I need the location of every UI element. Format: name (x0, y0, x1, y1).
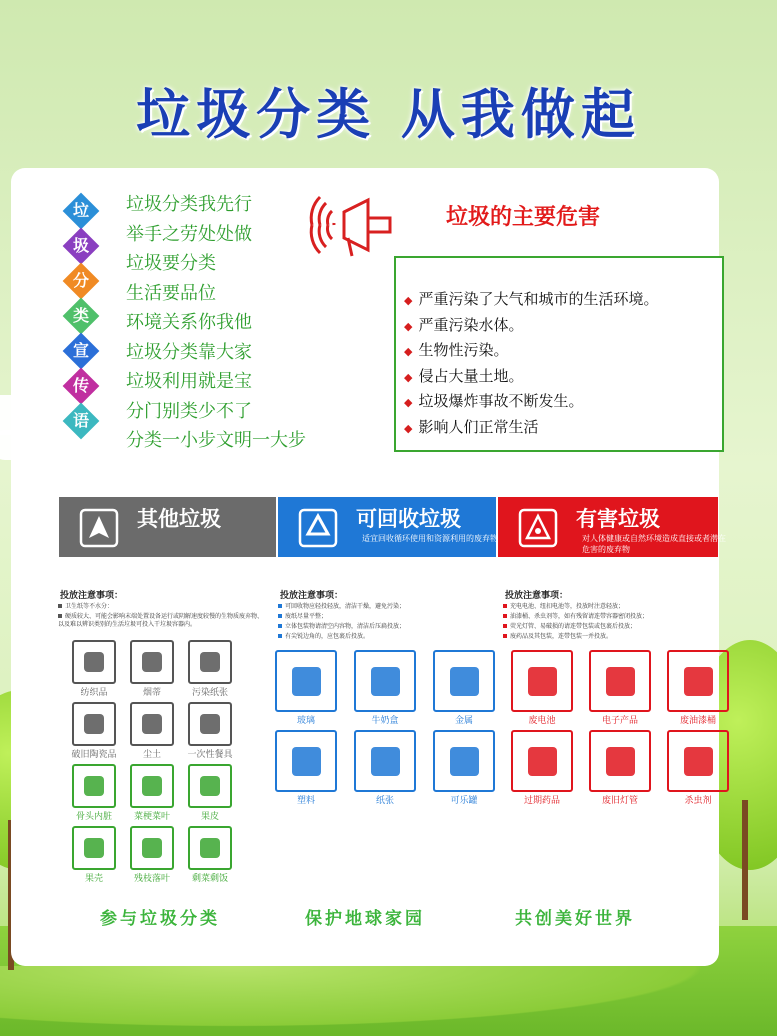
megaphone-icon (304, 190, 400, 260)
item-label: 废油漆桶 (679, 716, 716, 726)
item-label: 烟蒂 (142, 688, 161, 698)
waste-item-tile (667, 730, 729, 792)
note-bullet (278, 634, 282, 638)
harm-title: 垃圾的主要危害 (446, 205, 601, 230)
note-text: 卫生纸等不水分： (65, 603, 114, 610)
slogan-line: 垃圾利用就是宝 (126, 371, 252, 392)
slogan-line: 分类一小步文明一大步 (126, 430, 306, 451)
vertical-char (63, 263, 100, 300)
waste-item-tile (72, 826, 116, 870)
bullet-icon: ◆ (404, 345, 413, 358)
waste-item-tile (589, 650, 651, 712)
item-label: 果壳 (84, 874, 103, 884)
waste-item-tile (433, 650, 495, 712)
vertical-char-text: 垃 (72, 201, 89, 220)
waste-item-tile (130, 764, 174, 808)
harm-item-text: 生物性污染。 (418, 341, 509, 359)
slogan-line: 垃圾要分类 (126, 253, 216, 274)
item-icon (606, 667, 635, 696)
item-icon (450, 667, 479, 696)
category-name: 其他垃圾 (137, 507, 221, 531)
item-icon (142, 838, 162, 858)
item-label: 废旧灯管 (601, 796, 638, 806)
note-bullet (503, 604, 507, 608)
footer-slogan-1: 参与垃圾分类 (100, 909, 220, 929)
vertical-char (63, 298, 100, 335)
harm-item-text: 侵占大量土地。 (418, 366, 524, 385)
waste-item-tile (433, 730, 495, 792)
waste-item-tile (188, 826, 232, 870)
page-title: 垃圾分类 从我做起 (136, 82, 641, 146)
hazard-icon (518, 508, 558, 548)
bullet-icon: ◆ (404, 319, 413, 333)
note-bullet (278, 624, 282, 628)
slogan-line: 垃圾分类靠大家 (126, 341, 252, 363)
note-bullet (503, 624, 507, 628)
item-label: 电子产品 (601, 716, 638, 726)
item-label: 可乐罐 (450, 796, 478, 806)
note-text: 油漆桶、杀虫剂等，如有残留请连带容器密闭投放； (510, 613, 649, 620)
note-text: 硬质较大、可能会影响末端处置设备运行或阴解速度较慢的生物质废弃物、以及难以辨识类别的生活垃圾可投入干垃圾容器内。 (58, 613, 264, 628)
item-icon (84, 652, 104, 672)
item-icon (684, 747, 713, 776)
category-hazardous (498, 497, 726, 557)
item-icon (142, 714, 162, 734)
note-item (503, 633, 713, 641)
harm-item (404, 288, 658, 309)
item-icon (528, 667, 557, 696)
notes-heading: 投放注意事项： (280, 591, 344, 601)
vertical-char-text: 语 (72, 411, 89, 430)
bullet-icon: ◆ (404, 370, 413, 384)
note-item (503, 603, 713, 611)
item-label: 杀虫剂 (684, 796, 712, 806)
waste-item-tile (130, 702, 174, 746)
waste-item-tile (72, 640, 116, 684)
note-text: 可回收物应轻投轻放，清洁干燥，避免污染； (285, 603, 406, 610)
vertical-char-text: 传 (72, 376, 89, 395)
category-recyclable (278, 497, 496, 557)
waste-item-tile (354, 650, 416, 712)
waste-item-tile (72, 702, 116, 746)
item-icon (142, 652, 162, 672)
item-icon (84, 838, 104, 858)
vertical-char (63, 193, 100, 230)
notes-heading: 投放注意事项： (505, 591, 569, 601)
item-label: 牛奶盒 (371, 716, 399, 726)
slogan-line: 环境关系你我他 (126, 312, 252, 333)
note-item (278, 613, 488, 621)
note-item (503, 623, 713, 631)
footer-slogan-3: 共创美好世界 (515, 909, 635, 929)
item-label: 污染纸张 (191, 688, 228, 698)
category-desc: 对人体健康或自然环境造成直接或者潜在危害的废弃物 (582, 534, 726, 554)
item-icon (200, 714, 220, 734)
harm-list-box (394, 256, 724, 452)
note-bullet (58, 604, 62, 608)
note-text: 废药品及其包装，连带包装一并投放。 (510, 633, 613, 640)
bullet-icon: ◆ (404, 421, 413, 435)
tree-trunk (742, 800, 748, 920)
other-waste-icon (79, 508, 119, 548)
note-bullet (278, 604, 282, 608)
note-item (58, 613, 268, 629)
waste-item-tile (511, 650, 573, 712)
note-item (278, 623, 488, 631)
note-text: 充电电池、纽扣电池等，投放时注意轻放； (510, 603, 625, 610)
slogan-line: 生活要品位 (126, 282, 216, 304)
item-label: 骨头内脏 (75, 812, 112, 822)
item-label: 纺织品 (80, 688, 108, 698)
item-icon (528, 747, 557, 776)
item-label: 剩菜剩饭 (191, 874, 228, 884)
item-icon (292, 667, 321, 696)
vertical-char-text: 宣 (72, 341, 89, 360)
note-item (278, 633, 488, 641)
item-icon (84, 714, 104, 734)
vertical-char-text: 圾 (72, 236, 89, 255)
item-icon (606, 747, 635, 776)
waste-item-tile (511, 730, 573, 792)
item-label: 一次性餐具 (187, 750, 233, 760)
category-other (59, 497, 276, 557)
vertical-char-text: 分 (72, 271, 89, 290)
waste-item-tile (667, 650, 729, 712)
vertical-char (63, 228, 100, 265)
item-label: 菜梗菜叶 (133, 812, 170, 822)
waste-item-tile (275, 730, 337, 792)
harm-item-text: 垃圾爆炸事故不断发生。 (418, 392, 584, 410)
waste-item-tile (72, 764, 116, 808)
note-bullet (58, 614, 62, 618)
item-icon (200, 652, 220, 672)
item-label: 玻璃 (296, 716, 315, 726)
footer-slogan-2: 保护地球家园 (305, 909, 425, 929)
category-desc: 适宜回收循环使用和资源利用的废弃物 (362, 534, 498, 543)
note-text: 有尖锐边角的，应包裹后投放。 (285, 633, 370, 640)
note-text: 荧光灯管、易破损的请连带包装或包裹后投放； (510, 623, 637, 630)
waste-item-tile (275, 650, 337, 712)
slogan-line: 垃圾分类我先行 (126, 194, 252, 215)
waste-item-tile (188, 702, 232, 746)
item-label: 纸张 (375, 796, 394, 806)
item-label: 金属 (454, 716, 473, 726)
item-icon (200, 838, 220, 858)
item-icon (142, 776, 162, 796)
waste-item-tile (589, 730, 651, 792)
harm-item-text: 严重污染了大气和城市的生活环境。 (418, 290, 659, 308)
harm-item (404, 339, 508, 360)
item-icon (292, 747, 321, 776)
item-icon (371, 747, 400, 776)
item-icon (371, 667, 400, 696)
item-label: 过期药品 (523, 796, 560, 806)
harm-item (404, 416, 538, 437)
bullet-icon: ◆ (404, 396, 413, 409)
vertical-char (63, 333, 100, 370)
bullet-icon: ◆ (404, 294, 413, 307)
note-item (278, 603, 488, 611)
ground-hill (0, 966, 777, 1036)
notes-heading: 投放注意事项： (60, 591, 124, 601)
harm-item (404, 365, 523, 386)
harm-item-text: 严重污染水体。 (418, 315, 524, 334)
waste-item-tile (354, 730, 416, 792)
category-name: 可回收垃圾 (356, 507, 461, 531)
note-bullet (503, 614, 507, 618)
note-text: 废纸尽量平整； (285, 613, 328, 620)
note-item (503, 613, 713, 621)
note-text: 立体包装物请清空内容物，清洁后压扁投放； (285, 623, 406, 630)
vertical-char (63, 403, 100, 440)
slogan-line: 举手之劳处处做 (126, 223, 252, 245)
item-label: 残枝落叶 (133, 874, 170, 884)
note-item (58, 603, 268, 611)
item-label: 塑料 (296, 796, 315, 806)
item-icon (84, 776, 104, 796)
item-label: 破旧陶瓷品 (71, 750, 117, 760)
note-bullet (503, 634, 507, 638)
vertical-char (63, 368, 100, 405)
harm-item (404, 314, 523, 335)
item-label: 废电池 (528, 716, 556, 726)
item-label: 尘土 (142, 750, 161, 760)
vertical-char-text: 类 (72, 306, 89, 325)
slogan-line: 分门别类少不了 (126, 400, 252, 422)
waste-item-tile (130, 640, 174, 684)
harm-item-text: 影响人们正常生活 (418, 417, 539, 436)
waste-item-tile (188, 640, 232, 684)
waste-item-tile (188, 764, 232, 808)
item-icon (450, 747, 479, 776)
category-name: 有害垃圾 (576, 507, 660, 531)
item-label: 果皮 (200, 812, 219, 822)
note-bullet (278, 614, 282, 618)
recycle-icon (298, 508, 338, 548)
waste-item-tile (130, 826, 174, 870)
item-icon (684, 667, 713, 696)
item-icon (200, 776, 220, 796)
harm-item (404, 390, 583, 411)
